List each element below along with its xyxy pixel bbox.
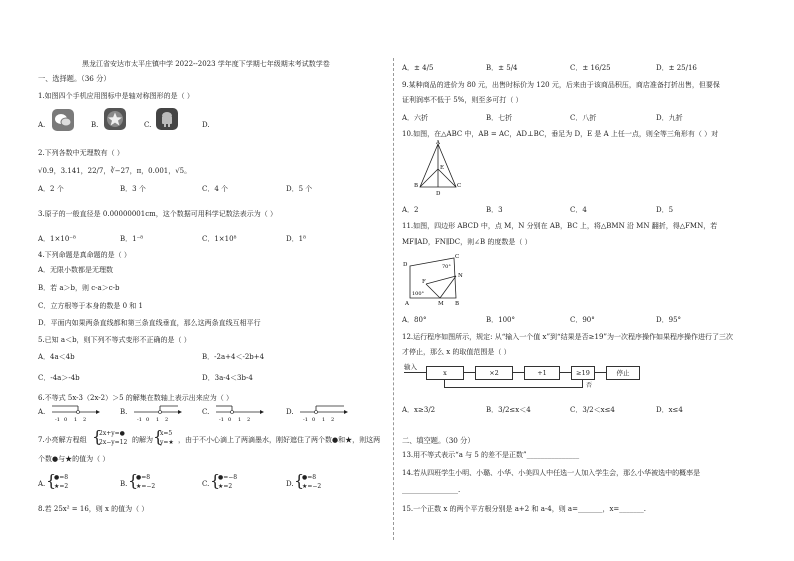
q7-stem-b: 的解为 bbox=[132, 436, 153, 444]
tick-label: 0 bbox=[228, 417, 232, 423]
flow-input-label: 输入 bbox=[404, 363, 417, 371]
q7-system-eq1: 2x+y=● bbox=[99, 430, 125, 437]
section-fill-heading: 二、填空题。（30 分） bbox=[402, 436, 475, 445]
q11-opt-a: A．80° bbox=[402, 316, 427, 324]
vertex-label: C bbox=[455, 254, 460, 260]
exam-title: 黑龙江省安达市太平庄镇中学 2022--2023 学年度下学期七年级期末考试数学卷 bbox=[82, 60, 330, 68]
q8-opt-a: A．± 4/5 bbox=[402, 64, 434, 72]
q10-stem: 10.如图，在△ABC 中，AB = AC，AD⊥BC，垂足为 D，E 是 A 上任一点，则全等三角形有（ ）对 bbox=[402, 130, 719, 138]
q14-text-line2: ________________. bbox=[402, 486, 461, 494]
q11-stem-line1: 11.如图，四边形 ABCD 中，点 M，N 分别在 AB，BC 上，将△BMN 沿 MN 翻折，得△FMN，若 bbox=[402, 222, 718, 230]
q7-solution-y: y=★ bbox=[160, 439, 174, 446]
vertex-label: N bbox=[458, 273, 463, 279]
q2-number-list: √0.9，3.141，22/7，∛−27，π，0.001，√5。 bbox=[38, 167, 192, 175]
q1-opt-c: C. bbox=[144, 121, 152, 129]
vertex-label: C bbox=[457, 183, 462, 189]
q9-opt-d: D．九折 bbox=[656, 114, 683, 122]
q7-opt-a-label: A. bbox=[38, 480, 46, 488]
q6-opt-d: D. bbox=[286, 408, 294, 416]
q7-stem-d: 个数●与★的值为（ ） bbox=[38, 455, 110, 463]
q11-opt-d: D．95° bbox=[656, 316, 682, 324]
q8-stem: 8.若 25x² = 16，则 x 的值为（ ） bbox=[38, 505, 149, 513]
flow-box-times2: ×2 bbox=[475, 366, 513, 380]
q9-opt-b: B．七折 bbox=[486, 114, 513, 122]
tick-label: 1 bbox=[74, 417, 78, 423]
q4-opt-d: D．平面内如果两条直线都和第三条直线垂直，那么这两条直线互相平行 bbox=[38, 319, 261, 327]
q7-opt-d-label: D. bbox=[286, 480, 294, 488]
flow-box-stop: 停止 bbox=[606, 366, 640, 380]
flow-no-label: 否 bbox=[586, 382, 593, 389]
q11-opt-b: B．100° bbox=[486, 316, 516, 324]
flow-box-plus1: +1 bbox=[524, 366, 560, 380]
flow-loop-line bbox=[444, 387, 583, 388]
q7-opt-c-line2: ★=2 bbox=[218, 483, 233, 490]
flow-loop-line bbox=[444, 379, 445, 387]
q7-opt-a-line2: ★=2 bbox=[54, 483, 69, 490]
q8-opt-d: D．± 25/16 bbox=[656, 64, 697, 72]
vertex-label: E bbox=[440, 165, 445, 171]
q12-opt-c: C．3/2＜x≤4 bbox=[570, 406, 615, 414]
q12-stem-line1: 12.运行程序如图所示，规定: 从“输入一个值 x”到“结果是否≥19”为一次程序操作如果程序操作进行了三次 bbox=[402, 333, 733, 341]
q9-stem-line1: 9.某种商品的进价为 80 元，出售时标价为 120 元，后来由于该商品积压，商店准备打折出售，但要保 bbox=[402, 81, 720, 89]
q2-opt-d: D．5 个 bbox=[286, 185, 313, 193]
brace: { bbox=[128, 471, 139, 490]
q3-opt-a: A．1×10⁻⁸ bbox=[38, 235, 76, 243]
star-badge-icon bbox=[104, 108, 126, 130]
q12-opt-b: B．3/2≤x＜4 bbox=[486, 406, 531, 414]
q6-opt-a: A. bbox=[38, 408, 46, 416]
brace: { bbox=[46, 471, 57, 490]
flow-arrow bbox=[404, 372, 426, 373]
vertex-label: F bbox=[422, 279, 426, 285]
vertex-label: M bbox=[438, 301, 444, 307]
number-line-c bbox=[214, 402, 264, 424]
vertex-label: A bbox=[436, 140, 440, 146]
vertex-label: A bbox=[405, 301, 409, 307]
wechat-icon bbox=[52, 109, 74, 131]
q7-opt-b-label: B. bbox=[120, 480, 128, 488]
q7-opt-b-line2: ★=−2 bbox=[136, 483, 156, 490]
brace: { bbox=[210, 471, 221, 490]
tick-label: 2 bbox=[83, 417, 87, 423]
tick-label: 1 bbox=[322, 417, 326, 423]
q3-opt-d: D．1⁸ bbox=[286, 235, 306, 243]
vertex-label: B bbox=[455, 301, 460, 307]
q7-system-eq2: 2x−y=12 bbox=[99, 439, 128, 446]
vertex-label: B bbox=[414, 183, 419, 189]
q6-stem: 6.不等式 5x-3（2x-2）＞5 的解集在数轴上表示出来应为（ ） bbox=[38, 394, 234, 402]
q5-opt-c: C．-4a＞-4b bbox=[38, 374, 80, 382]
quadrilateral-abcd-figure bbox=[402, 250, 468, 308]
q10-opt-d: D．5 bbox=[656, 206, 674, 214]
section-choice-heading: 一、选择题。（36 分） bbox=[38, 74, 111, 83]
q12-stem-line2: 才停止，那么 x 的取值范围是（ ） bbox=[402, 348, 511, 356]
q4-opt-b: B．若 a＞b，则 c-a＞c-b bbox=[38, 284, 120, 292]
vertex-label: D bbox=[436, 191, 441, 197]
q15-text: 15.一个正数 x 的两个平方根分别是 a+2 和 a-4，则 a=_______，x=_______. bbox=[402, 505, 646, 513]
q6-opt-c: C. bbox=[202, 408, 210, 416]
q7-opt-c-line1: ●=−8 bbox=[218, 474, 238, 481]
android-icon bbox=[156, 108, 178, 130]
q5-opt-d: D．3a-4＜3b-4 bbox=[202, 374, 253, 382]
q1-opt-b: B. bbox=[91, 121, 99, 129]
q7-stem-c: ，由于不小心滴上了两滴墨水，刚好遮住了两个数●和★，则这两 bbox=[178, 436, 381, 444]
q11-opt-c: C．90° bbox=[570, 316, 595, 324]
flow-box-x: x bbox=[426, 366, 464, 380]
flow-arrow bbox=[594, 372, 606, 373]
tick-label: 1 bbox=[238, 417, 242, 423]
q5-opt-a: A．4a＜4b bbox=[38, 353, 75, 361]
brace: { bbox=[92, 427, 103, 446]
q2-opt-b: B．3 个 bbox=[120, 185, 146, 193]
q2-opt-c: C．4 个 bbox=[202, 185, 229, 193]
q1-stem: 1.如图四个手机应用图标中是轴对称图形的是（ ） bbox=[38, 92, 194, 100]
flow-arrow bbox=[512, 372, 524, 373]
number-line-a bbox=[50, 402, 100, 424]
q4-opt-a: A．无限小数都是无理数 bbox=[38, 266, 114, 274]
number-line-d bbox=[298, 402, 348, 424]
q7-opt-c-label: C. bbox=[202, 480, 210, 488]
q3-opt-b: B．1⁻⁸ bbox=[120, 235, 144, 243]
q5-stem: 5.已知 a＜b，则下列不等式变形不正确的是（ ） bbox=[38, 336, 191, 344]
q11-stem-line2: MF∥AD，FN∥DC，则∠B 的度数是（ ） bbox=[402, 238, 532, 246]
q8-opt-b: B．± 5/4 bbox=[486, 64, 518, 72]
q2-opt-a: A．2 个 bbox=[38, 185, 64, 193]
q7-opt-d-line2: ★=−2 bbox=[302, 483, 322, 490]
flow-box-ge19: ≥19 bbox=[571, 366, 595, 380]
q3-stem: 3.原子的一般直径是 0.00000001cm，这个数据可用科学记数法表示为（ ） bbox=[38, 210, 277, 218]
q7-opt-b-line1: ●=8 bbox=[136, 474, 151, 481]
q4-opt-c: C．立方根等于本身的数是 0 和 1 bbox=[38, 302, 143, 310]
q10-opt-a: A．2 bbox=[402, 206, 419, 214]
flow-arrow bbox=[559, 372, 571, 373]
q12-opt-d: D．x≤4 bbox=[656, 406, 683, 414]
tick-label: 2 bbox=[247, 417, 251, 423]
tick-label: -1 bbox=[137, 417, 142, 423]
q7-opt-d-line1: ●=8 bbox=[302, 474, 317, 481]
triangle-abc-figure bbox=[410, 139, 460, 199]
tick-label: 0 bbox=[64, 417, 68, 423]
q3-opt-c: C．1×10⁸ bbox=[202, 235, 237, 243]
q7-solution-x: x=5 bbox=[160, 430, 173, 437]
q9-opt-a: A．六折 bbox=[402, 114, 429, 122]
tick-label: -1 bbox=[303, 417, 308, 423]
q9-stem-line2: 证利润率不低于 5%，则至多可打（ ） bbox=[402, 96, 523, 104]
tick-label: 0 bbox=[146, 417, 150, 423]
vertex-label: D bbox=[403, 262, 408, 268]
tick-label: 2 bbox=[331, 417, 335, 423]
flow-arrow bbox=[463, 372, 475, 373]
q8-opt-c: C．± 16/25 bbox=[570, 64, 611, 72]
q2-stem: 2.下列各数中无理数有（ ） bbox=[38, 149, 124, 157]
brace: { bbox=[294, 471, 305, 490]
brace: { bbox=[153, 427, 164, 446]
tick-label: 2 bbox=[165, 417, 169, 423]
q7-stem-a: 7.小亮解方程组 bbox=[38, 436, 87, 444]
q13-text: 13.用不等式表示“a 与 5 的差不是正数”_______________ bbox=[402, 451, 580, 459]
angle-label: 70° bbox=[442, 264, 451, 270]
q5-opt-b: B．-2a+4＜-2b+4 bbox=[202, 353, 265, 361]
angle-label: 100° bbox=[412, 291, 425, 297]
flow-loop-line bbox=[582, 379, 583, 387]
tick-label: 1 bbox=[156, 417, 160, 423]
q9-opt-c: C．八折 bbox=[570, 114, 597, 122]
q10-opt-b: B．3 bbox=[486, 206, 503, 214]
tick-label: 0 bbox=[312, 417, 316, 423]
q1-opt-a: A. bbox=[38, 121, 46, 129]
q14-text-line1: 14.若从四班学生小明、小璐、小华、小美四人中任选一人加入学生会，那么小华被选中的概率是 bbox=[402, 469, 701, 477]
q10-opt-c: C．4 bbox=[570, 206, 587, 214]
q6-opt-b: B. bbox=[120, 408, 128, 416]
q12-opt-a: A．x≥3/2 bbox=[402, 406, 436, 414]
column-divider bbox=[393, 58, 394, 540]
tick-label: -1 bbox=[55, 417, 60, 423]
q7-opt-a-line1: ●=8 bbox=[54, 474, 69, 481]
q4-stem: 4.下列命题是真命题的是（ ） bbox=[38, 251, 131, 259]
number-line-b bbox=[132, 402, 182, 424]
q1-opt-d: D. bbox=[202, 121, 210, 129]
tick-label: -1 bbox=[219, 417, 224, 423]
